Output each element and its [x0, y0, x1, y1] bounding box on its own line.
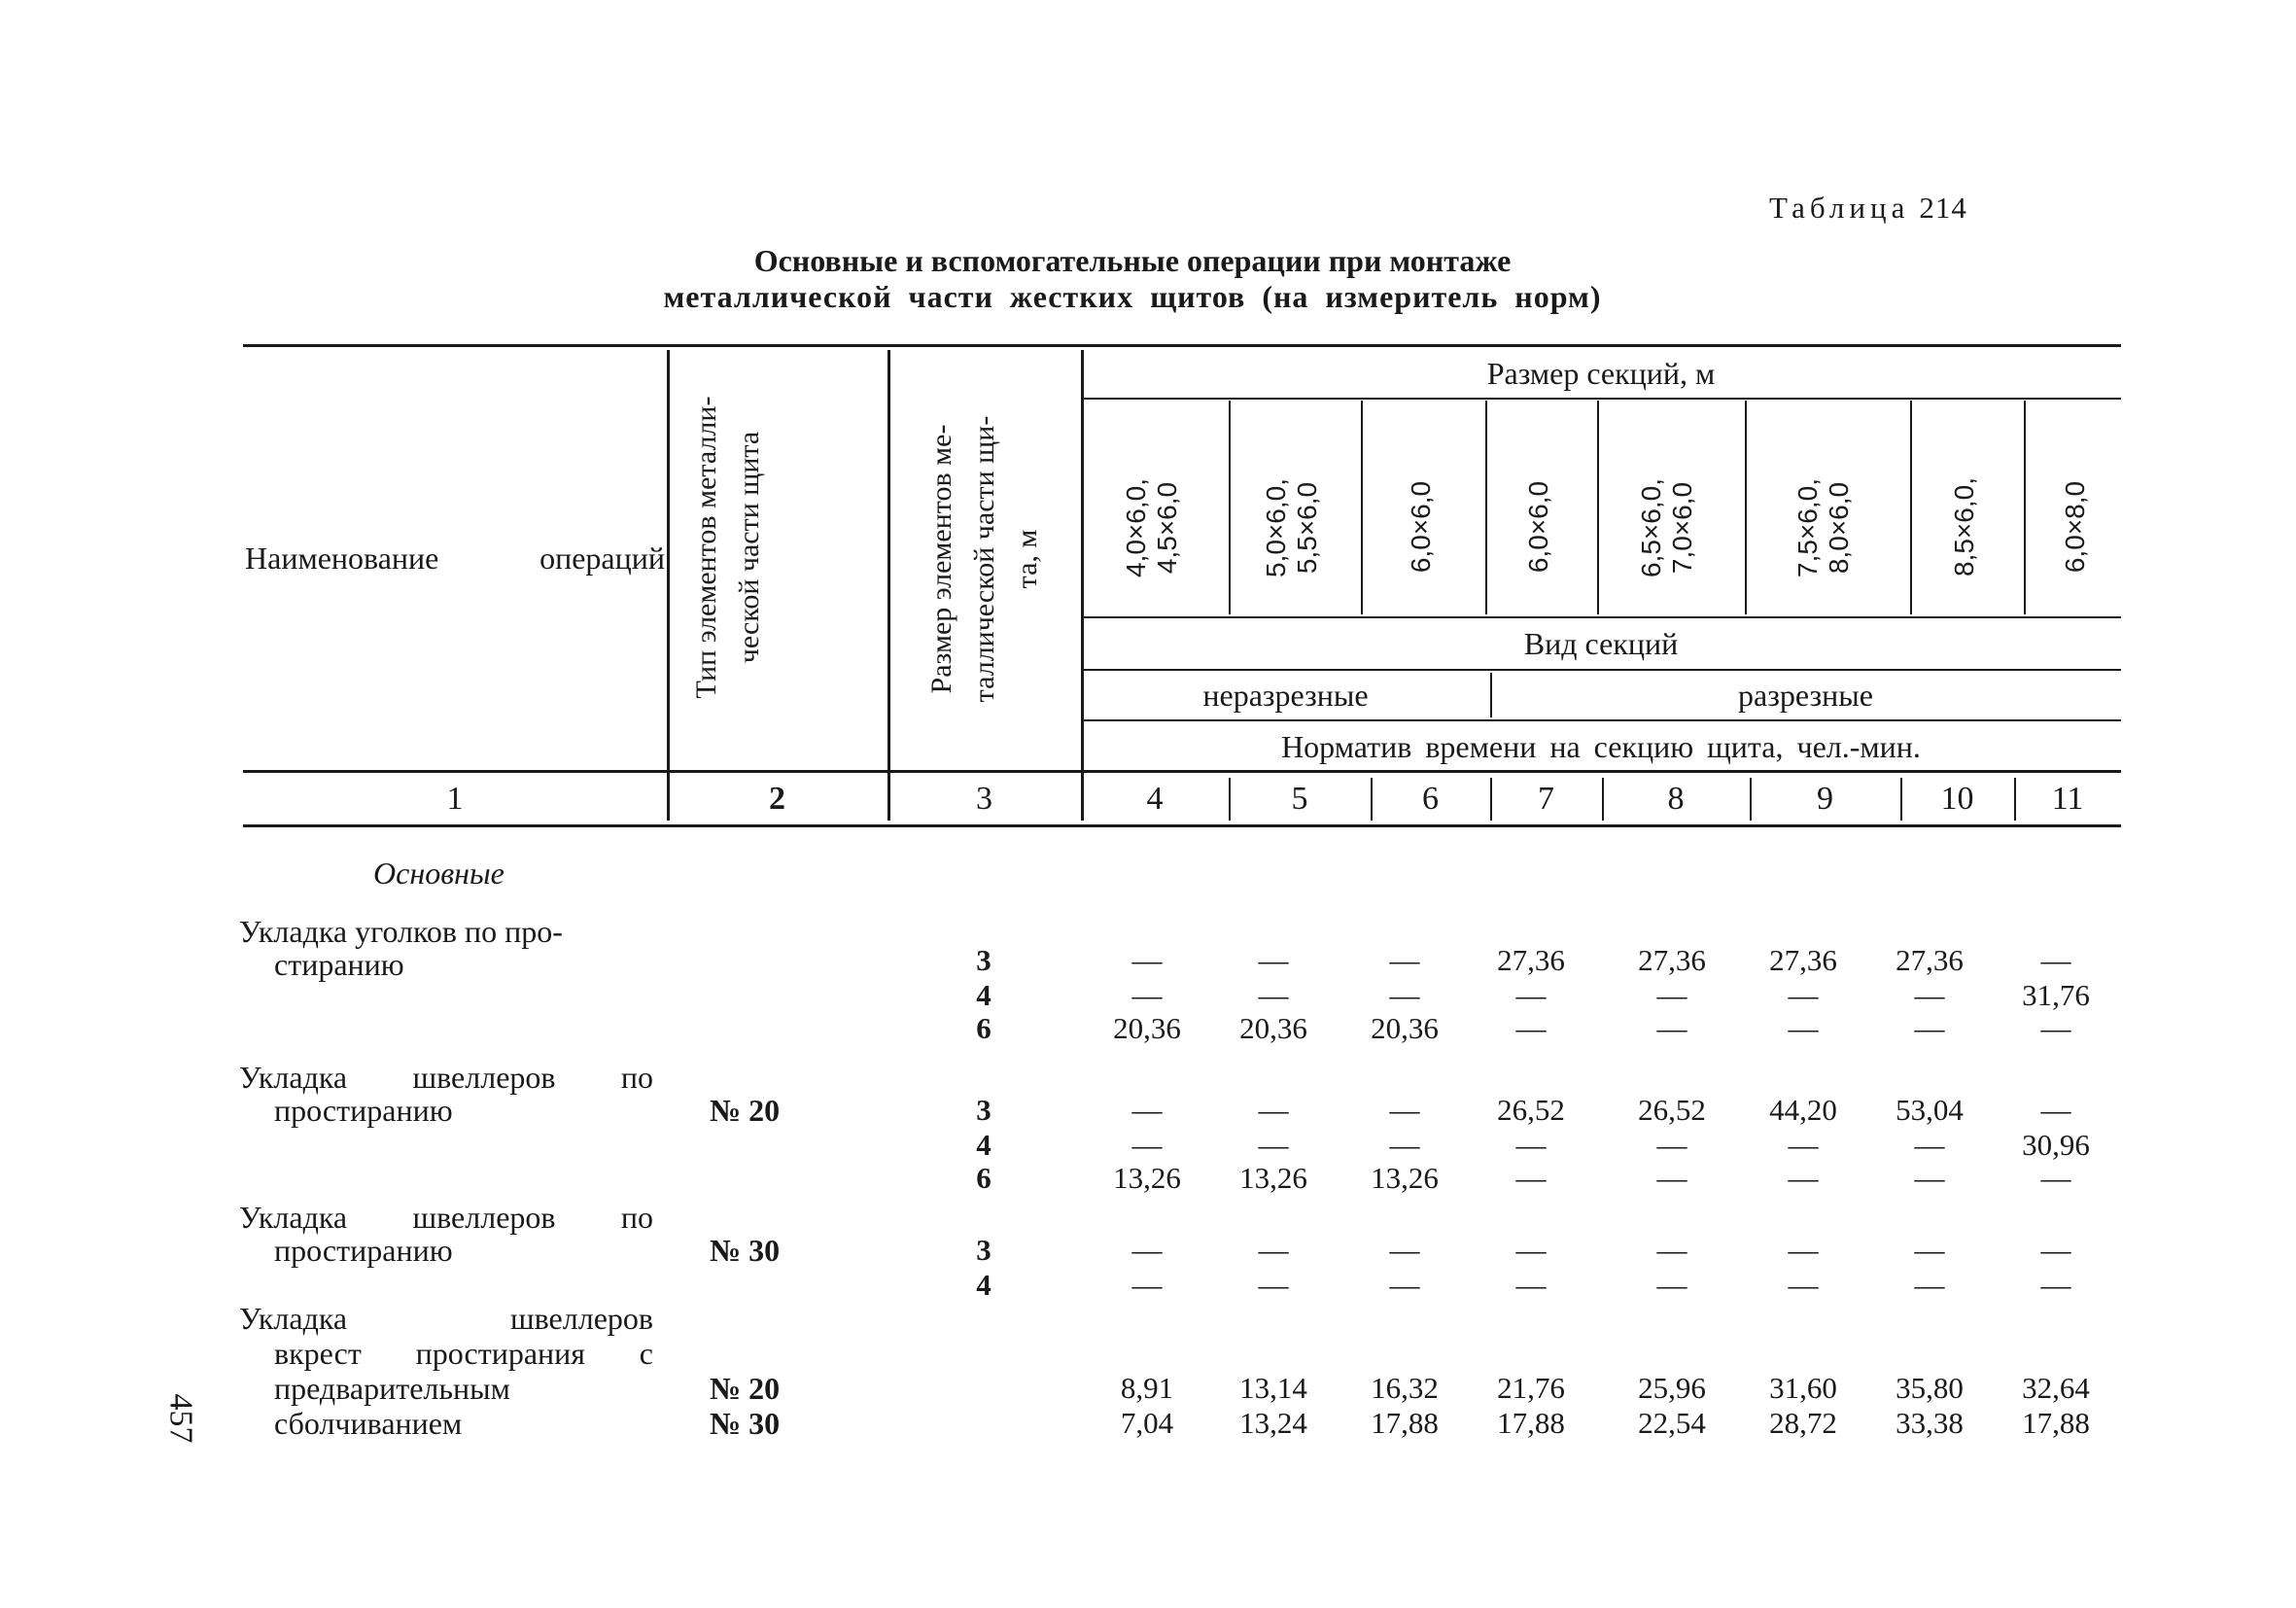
- size-label-col-10: 8,5×6,0,: [1949, 477, 1979, 577]
- table-label-word: Таблица: [1769, 191, 1910, 225]
- table-label: [1769, 191, 1967, 226]
- time-norm-value: 8,91: [1120, 1371, 1174, 1405]
- column-number-5: 5: [1291, 781, 1308, 817]
- size-label-col-8: 6,5×6,0, 7,0×6,0: [1636, 478, 1697, 577]
- time-norm-value: 30,96: [2022, 1128, 2090, 1162]
- row-4-name-line-4: сболчиванием: [274, 1406, 463, 1441]
- column-number-4: 4: [1146, 781, 1164, 817]
- row-4-type-20: № 20: [710, 1371, 781, 1406]
- empty-value-dash: —: [2040, 1233, 2071, 1267]
- time-norm-value: 17,88: [2022, 1406, 2090, 1440]
- empty-value-dash: —: [1131, 1093, 1163, 1127]
- column-number-9: 9: [1817, 781, 1833, 817]
- row-4-name-line-3: предварительным: [274, 1371, 510, 1406]
- empty-value-dash: —: [1656, 1233, 1687, 1267]
- size-group-rule: [1081, 398, 2121, 400]
- column-number-8: 8: [1667, 781, 1685, 817]
- time-norm-value: 13,26: [1371, 1161, 1439, 1195]
- empty-value-dash: —: [1131, 943, 1163, 977]
- table-title-line-1: Основные и вспомогательные операции при монтаже: [753, 243, 1512, 278]
- time-norm-value: 27,36: [1497, 943, 1565, 977]
- row-1-name-line-2: стиранию: [274, 947, 404, 982]
- empty-value-dash: —: [1914, 1233, 1945, 1267]
- empty-value-dash: —: [1656, 978, 1687, 1012]
- column-numbers-rule: [243, 824, 2121, 827]
- column-number-6: 6: [1422, 781, 1439, 817]
- empty-value-dash: —: [1788, 1268, 1819, 1302]
- empty-value-dash: —: [1389, 978, 1420, 1012]
- element-size-value: 4: [976, 1268, 991, 1302]
- size-divider-6: [1485, 401, 1487, 614]
- time-norm-value: 31,60: [1769, 1371, 1837, 1405]
- time-norm-value: 13,14: [1239, 1371, 1307, 1405]
- page-number: 457: [162, 1393, 199, 1444]
- header-element-type: [685, 367, 771, 727]
- time-norm-value: 17,88: [1371, 1406, 1439, 1440]
- row-1-name-line-1: Укладка уголков по про-: [239, 914, 563, 949]
- header-element-type-line-1: Тип элементов металли-: [690, 396, 722, 699]
- column-number-2: 2: [769, 781, 785, 817]
- empty-value-dash: —: [1515, 1161, 1547, 1195]
- size-label-col-11: 6,0×8,0: [2060, 480, 2090, 574]
- empty-value-dash: —: [1914, 978, 1945, 1012]
- empty-value-dash: —: [1914, 1268, 1945, 1302]
- empty-value-dash: —: [1258, 943, 1289, 977]
- size-label-col-7: 6,0×6,0: [1523, 480, 1553, 574]
- element-size-value: 4: [976, 1128, 991, 1162]
- empty-value-dash: —: [1914, 1128, 1945, 1162]
- time-norm-value: 26,52: [1638, 1093, 1706, 1127]
- row-2-type: № 20: [710, 1093, 781, 1128]
- time-norm-value: 16,32: [1371, 1371, 1439, 1405]
- header-element-size-line-1: Размер элементов ме-: [925, 424, 957, 694]
- size-label-col-5: 5,0×6,0, 5,5×6,0: [1261, 478, 1322, 577]
- size-divider-8: [1745, 401, 1747, 614]
- header-element-size-line-2: таллической части щи-: [968, 415, 1000, 703]
- header-kind-continuous: неразрезные: [1202, 678, 1369, 713]
- kind-bottom-rule: [1081, 719, 2121, 721]
- size-divider-9: [1910, 401, 1912, 614]
- time-norm-value: 44,20: [1769, 1093, 1837, 1127]
- table-number: 214: [1919, 191, 1967, 225]
- empty-value-dash: —: [1389, 1268, 1420, 1302]
- empty-value-dash: —: [1131, 978, 1163, 1012]
- size-divider-10: [2024, 401, 2026, 614]
- row-2-name-line-1: Укладка швеллеров по: [239, 1060, 653, 1095]
- element-size-value: 4: [976, 978, 991, 1012]
- kind-group-rule: [1081, 669, 2121, 671]
- column-number-11: 11: [2051, 781, 2084, 817]
- row-3-name-line-2: простиранию: [274, 1233, 453, 1268]
- empty-value-dash: —: [1515, 1128, 1547, 1162]
- header-time-norm: Норматив времени на секцию щита, чел.-мин.: [1281, 729, 1921, 764]
- time-norm-value: 27,36: [1769, 943, 1837, 977]
- empty-value-dash: —: [1389, 1233, 1420, 1267]
- empty-value-dash: —: [1258, 1268, 1289, 1302]
- time-norm-value: 27,36: [1896, 943, 1964, 977]
- empty-value-dash: —: [1788, 1161, 1819, 1195]
- empty-value-dash: —: [1788, 1011, 1819, 1045]
- time-norm-value: 21,76: [1497, 1371, 1565, 1405]
- empty-value-dash: —: [1258, 1233, 1289, 1267]
- time-norm-value: 13,26: [1239, 1161, 1307, 1195]
- empty-value-dash: —: [1515, 1011, 1547, 1045]
- empty-value-dash: —: [1258, 1128, 1289, 1162]
- column-number-1: 1: [446, 781, 464, 817]
- element-size-value: 6: [976, 1011, 991, 1045]
- size-label-col-9: 7,5×6,0, 8,0×6,0: [1792, 478, 1854, 577]
- empty-value-dash: —: [1131, 1268, 1163, 1302]
- time-norm-value: 35,80: [1896, 1371, 1964, 1405]
- row-3-type: № 30: [710, 1233, 781, 1268]
- empty-value-dash: —: [2040, 1161, 2071, 1195]
- empty-value-dash: —: [2040, 1268, 2071, 1302]
- empty-value-dash: —: [1914, 1011, 1945, 1045]
- time-norm-value: 28,72: [1769, 1406, 1837, 1440]
- empty-value-dash: —: [1788, 1128, 1819, 1162]
- size-bottom-rule: [1081, 616, 2121, 618]
- size-divider-5: [1361, 401, 1363, 614]
- row-4-name-line-2: вкрест простирания с: [274, 1336, 653, 1371]
- section-label-main: Основные: [373, 856, 504, 891]
- size-divider-4: [1229, 401, 1231, 614]
- empty-value-dash: —: [1515, 1233, 1547, 1267]
- empty-value-dash: —: [1258, 1093, 1289, 1127]
- empty-value-dash: —: [2040, 943, 2071, 977]
- empty-value-dash: —: [1515, 978, 1547, 1012]
- time-norm-value: 20,36: [1113, 1011, 1181, 1045]
- row-4-type-30: № 30: [710, 1406, 781, 1441]
- time-norm-value: 32,64: [2022, 1371, 2090, 1405]
- time-norm-value: 13,24: [1239, 1406, 1307, 1440]
- header-element-size: [921, 374, 1049, 744]
- empty-value-dash: —: [1389, 1128, 1420, 1162]
- col-divider-1: [667, 350, 670, 821]
- time-norm-value: 13,26: [1113, 1161, 1181, 1195]
- table-title-line-2: металлической части жестких щитов (на измеритель норм): [663, 279, 1602, 314]
- empty-value-dash: —: [1656, 1268, 1687, 1302]
- row-3-name-line-1: Укладка швеллеров по: [239, 1200, 653, 1235]
- time-norm-value: 25,96: [1638, 1371, 1706, 1405]
- header-operation-name: Наименование операций: [245, 541, 665, 576]
- empty-value-dash: —: [1656, 1128, 1687, 1162]
- empty-value-dash: —: [1389, 1093, 1420, 1127]
- empty-value-dash: —: [1515, 1268, 1547, 1302]
- empty-value-dash: —: [1656, 1011, 1687, 1045]
- header-element-type-line-2: ческой части щита: [733, 431, 765, 664]
- row-2-name-line-2: простиранию: [274, 1093, 453, 1128]
- empty-value-dash: —: [2040, 1093, 2071, 1127]
- time-norm-value: 27,36: [1638, 943, 1706, 977]
- header-kind-group: Вид секций: [1523, 626, 1679, 661]
- time-norm-value: 26,52: [1497, 1093, 1565, 1127]
- column-number-7: 7: [1538, 781, 1554, 817]
- empty-value-dash: —: [1131, 1128, 1163, 1162]
- col-divider-2: [887, 350, 890, 821]
- empty-value-dash: —: [1656, 1161, 1687, 1195]
- header-bottom-rule: [243, 770, 2121, 773]
- empty-value-dash: —: [1788, 978, 1819, 1012]
- empty-value-dash: —: [1389, 943, 1420, 977]
- time-norm-value: 22,54: [1638, 1406, 1706, 1440]
- table-top-rule: [243, 344, 2121, 347]
- column-number-10: 10: [1940, 781, 1974, 817]
- time-norm-value: 20,36: [1371, 1011, 1439, 1045]
- empty-value-dash: —: [2040, 1011, 2071, 1045]
- element-size-value: 3: [976, 1233, 991, 1267]
- empty-value-dash: —: [1258, 978, 1289, 1012]
- header-kind-split: разрезные: [1738, 678, 1873, 713]
- empty-value-dash: —: [1131, 1233, 1163, 1267]
- row-4-name-line-1: Укладка швеллеров: [239, 1301, 653, 1336]
- empty-value-dash: —: [1914, 1161, 1945, 1195]
- time-norm-value: 17,88: [1497, 1406, 1565, 1440]
- element-size-value: 6: [976, 1161, 991, 1195]
- time-norm-value: 7,04: [1120, 1406, 1174, 1440]
- size-divider-7: [1597, 401, 1599, 614]
- time-norm-value: 20,36: [1239, 1011, 1307, 1045]
- time-norm-value: 53,04: [1896, 1093, 1964, 1127]
- header-element-size-line-3: та, м: [1011, 529, 1043, 589]
- size-label-col-4: 4,0×6,0, 4,5×6,0: [1121, 478, 1182, 577]
- empty-value-dash: —: [1788, 1233, 1819, 1267]
- time-norm-value: 33,38: [1896, 1406, 1964, 1440]
- header-size-group: Размер секций, м: [1486, 356, 1716, 391]
- time-norm-value: 31,76: [2022, 978, 2090, 1012]
- column-number-3: 3: [976, 781, 992, 817]
- element-size-value: 3: [976, 1093, 991, 1127]
- element-size-value: 3: [976, 943, 991, 977]
- size-label-col-6: 6,0×6,0: [1406, 480, 1436, 574]
